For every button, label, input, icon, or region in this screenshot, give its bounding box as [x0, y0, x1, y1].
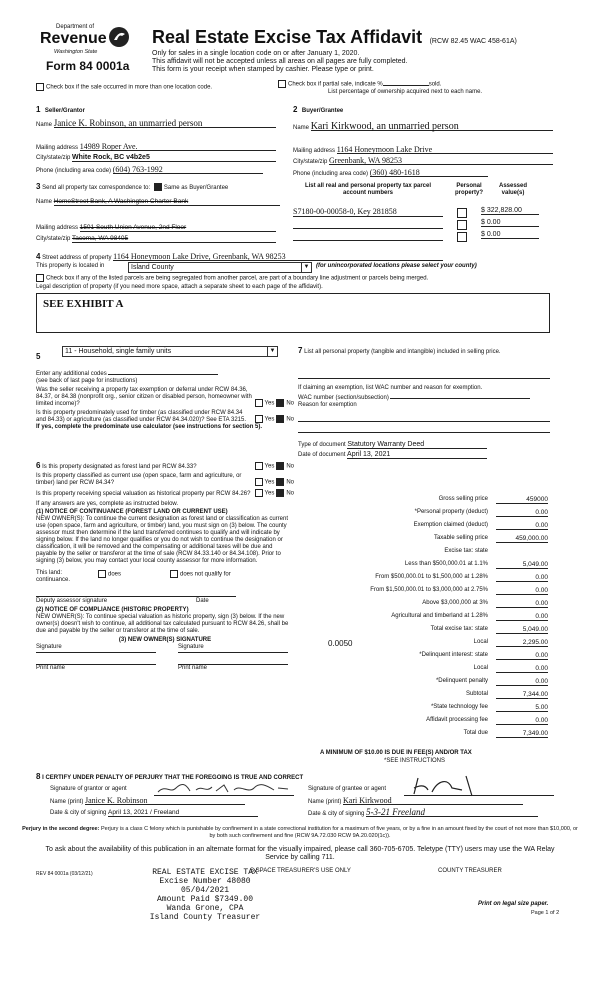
- personal-property-line[interactable]: [298, 378, 550, 379]
- continuance-text: NEW OWNER(S): To continue the current designation as forest land or classification as current use (open space, farm and agriculture, or timber) land, you must sign on (3) below. The county assessor must then determine if the land transferred continues to qualify and will indicate by signing below. If the land no longer qualifies or you do not wish to continue the designation or classification, it will be removed and the compensating or additional taxes will be due and payable by the seller or transferor at the time of sale (RCW 84.33.140 or 84.34.108). Prior to signing (3) below, you may contact your local county assessor for more information.: [36, 516, 288, 564]
- stamp-line: Excise Number 48080: [159, 877, 251, 886]
- tax-row: [298, 730, 548, 741]
- section-4-number: 4: [36, 252, 41, 261]
- seller-mail-label: Mailing address: [36, 145, 79, 151]
- does-not-checkbox[interactable]: [170, 570, 178, 578]
- yes-checkbox[interactable]: [255, 489, 263, 497]
- tax-row-value[interactable]: 0.00: [496, 652, 548, 660]
- treasurer-use: S SPACE TREASURER'S USE ONLY: [250, 868, 351, 874]
- tax-row: [298, 691, 548, 704]
- grantor-name-field[interactable]: Janice K. Robinson: [85, 797, 245, 805]
- certify-text: I CERTIFY UNDER PENALTY OF PERJURY THAT THE FOREGOING IS TRUE AND CORRECT: [42, 775, 304, 781]
- county-treasurer: COUNTY TREASURER: [438, 868, 502, 874]
- tax-row-label: Total excise tax: state: [430, 626, 488, 632]
- wac-field[interactable]: [390, 392, 530, 399]
- dept-name: Revenue: [40, 30, 107, 47]
- tax-row: [298, 652, 548, 665]
- print-legal-note: Print on legal size paper.: [478, 901, 549, 907]
- stamp-line: REAL ESTATE EXCISE TAX: [152, 868, 258, 877]
- parcel-row: [293, 231, 565, 242]
- stamp-line: 05/04/2021: [180, 886, 229, 895]
- personal-property-text: List all personal property (tangible and intangible) included in selling price.: [304, 349, 501, 355]
- same-as-buyer-checkbox[interactable]: [154, 183, 162, 191]
- section-3-number: 3: [36, 182, 41, 191]
- land-use-value: 11 - Household, single family units: [65, 348, 172, 355]
- checkbox[interactable]: [36, 83, 44, 91]
- tax-row-value[interactable]: 5,049.00: [496, 561, 548, 569]
- tax-row: [298, 535, 548, 548]
- tax-row: [298, 509, 548, 522]
- owner-signature-line-2[interactable]: [178, 652, 288, 653]
- checkbox[interactable]: [36, 274, 44, 282]
- does-checkbox[interactable]: [98, 570, 106, 578]
- street-field[interactable]: 1164 Honeymoon Lake Drive, Greenbank, WA 98253: [113, 253, 443, 261]
- tax-corr-mail-label: Mailing address: [36, 225, 79, 231]
- buyer-city-label: City/state/zip: [293, 159, 328, 165]
- section-7: [298, 346, 566, 459]
- form-number: Form 84 0001a: [46, 59, 130, 73]
- tax-row: [298, 639, 548, 652]
- section-7-number: 7: [298, 346, 303, 355]
- no-label: No: [286, 480, 294, 486]
- section-2-title: Buyer/Grantee: [301, 108, 344, 114]
- tax-row-label: From $500,000.01 to $1,500,000 at 1.28%: [375, 574, 488, 580]
- q-timber: Is this property predominately used for timber (as classified under RCW 84.34 and 84.33) or agriculture (as classified under RCW 84.34.020)? See ETA 3215.: [36, 410, 247, 423]
- yes-label: Yes: [264, 491, 275, 497]
- tax-row-value[interactable]: 5,049.00: [496, 626, 548, 634]
- tax-row: [298, 704, 548, 717]
- tax-row-label: *Delinquent interest: state: [419, 652, 488, 658]
- add-codes-note: (see back of last page for instructions): [36, 378, 138, 384]
- seller-phone-label: Phone (including area code): [36, 168, 112, 174]
- doc-type-field[interactable]: Statutory Warranty Deed: [347, 441, 487, 449]
- tax-row: [298, 548, 548, 561]
- deputy-sig-label: Deputy assessor signature: [36, 598, 108, 604]
- section-1-title: Seller/Grantor: [44, 108, 85, 114]
- buyer-mail-label: Mailing address: [293, 148, 336, 154]
- page-title: Real Estate Excise Tax Affidavit: [152, 27, 423, 47]
- yes-label: Yes: [264, 464, 275, 470]
- no-checkbox[interactable]: [276, 415, 284, 423]
- print-name-label: Print name: [178, 665, 208, 671]
- reason-line-2[interactable]: [298, 432, 550, 433]
- tax-row-label: Less than $500,000.01 at 1.1%: [404, 561, 488, 567]
- no-checkbox[interactable]: [276, 478, 284, 486]
- seller-city-field[interactable]: White Rock, BC v4b2e5: [72, 154, 276, 162]
- no-label: No: [286, 491, 294, 497]
- partial-sale-check[interactable]: [278, 80, 441, 89]
- segregated-check[interactable]: [36, 274, 566, 283]
- wac-label: WAC number (section/subsection): [298, 395, 389, 401]
- section-2: [293, 99, 565, 178]
- tax-row-value[interactable]: 0.00: [496, 665, 548, 673]
- doc-date-label: Date of document: [298, 452, 346, 458]
- does-not-label: does not qualify for: [180, 571, 231, 578]
- tax-row-value[interactable]: 0.00: [496, 574, 548, 582]
- no-checkbox[interactable]: [276, 489, 284, 497]
- legal-description-box[interactable]: [36, 293, 550, 333]
- stamp-line: Amount Paid $7349.00: [156, 895, 253, 904]
- tax-row-value[interactable]: 459000: [496, 496, 548, 504]
- dor-logo: [38, 24, 130, 72]
- perjury-text: Perjury is a class C felony which is punishable by confinement in a state correctional institution for a maximum of five years, or by a fine in an amount fixed by the court of not more than $10,000, or by both such confinement and fine (RCW 9A.72.030 RCW 9A.20.020(1c)).: [100, 826, 578, 839]
- signature-label: Signature: [36, 644, 62, 650]
- segregated-label: Check box if any of the listed parcels are being segregated from another parcel, are part of a boundary line adjustment or parcels being merged.: [46, 275, 429, 282]
- tax-row-label: *Personal property (deduct): [414, 509, 488, 515]
- tax-row: [298, 678, 548, 691]
- chevron-down-icon[interactable]: ▼: [301, 263, 311, 272]
- multi-location-label: Check box if the sale occurred in more than one location code.: [46, 84, 213, 91]
- tax-row-value[interactable]: 0.00: [496, 678, 548, 686]
- tax-row-label: Above $3,000,000 at 3%: [422, 600, 488, 606]
- legal-label: Legal description of property (if you need more space, attach a separate sheet to each page of the affidavit).: [36, 283, 323, 290]
- continuance-title: (1) NOTICE OF CONTINUANCE (FOREST LAND OR CURRENT USE): [36, 509, 228, 515]
- section-5-number: 5: [36, 352, 41, 361]
- section-2-number: 2: [293, 105, 298, 114]
- tax-row: [298, 665, 548, 678]
- cashier-stamp: [130, 868, 280, 922]
- county-note: (for unincorporated locations please select your county): [316, 263, 477, 269]
- parcel-number[interactable]: [293, 231, 443, 241]
- yes-checkbox[interactable]: [255, 415, 263, 423]
- tax-row-label: Exemption claimed (deduct): [413, 522, 488, 528]
- deputy-date-label: Date: [196, 598, 209, 604]
- partial-sale-label: Check box if partial sale, indicate %: [288, 81, 383, 88]
- parcel-row: [293, 207, 565, 218]
- buyer-phone-label: Phone (including area code): [293, 171, 369, 177]
- yes-checkbox[interactable]: [255, 478, 263, 486]
- title-block: [152, 27, 572, 74]
- seller-name-label: Name: [36, 122, 53, 128]
- owner-sig-title: (3) NEW OWNER(S) SIGNATURE: [118, 637, 212, 643]
- tax-row-value[interactable]: 0.00: [496, 613, 548, 621]
- tax-corr-city-field[interactable]: Tacoma, WA 98405: [72, 235, 276, 243]
- yes-checkbox[interactable]: [255, 462, 263, 470]
- parcel-row: [293, 219, 565, 230]
- name-print-label: Name (print): [308, 799, 342, 805]
- buyer-city-field[interactable]: Greenbank, WA 98253: [329, 157, 553, 165]
- add-codes-label: Enter any additional codes: [36, 371, 107, 377]
- parcel-number[interactable]: S7180-00-00058-0, Key 281858: [293, 207, 443, 217]
- historic-title: (2) NOTICE OF COMPLIANCE (HISTORIC PROPERTY): [36, 607, 189, 613]
- street-label: Street address of property: [42, 255, 112, 261]
- print-name-label: Print name: [36, 665, 66, 671]
- section-8: [36, 772, 566, 822]
- assessed-value[interactable]: $ 0.00: [481, 219, 539, 227]
- section-3-title: Send all property tax correspondence to:: [42, 185, 151, 191]
- if-yes-note: If any answers are yes, complete as instructed below.: [36, 501, 179, 507]
- tax-row: [298, 600, 548, 613]
- q-timber-note: If yes, complete the predominate use calculator (see instructions for section 5).: [36, 424, 263, 430]
- dept-state: Washington State: [54, 49, 98, 55]
- q-current-use: Is this property classified as current use (open space, farm and agriculture, or timber) land per RCW 84.34?: [36, 473, 242, 486]
- section-1-number: 1: [36, 105, 41, 114]
- dept-line1: Department of: [56, 24, 95, 30]
- buyer-name-label: Name: [293, 125, 310, 131]
- parcel-col-personal: Personal property?: [454, 183, 483, 196]
- personal-property-checkbox[interactable]: [457, 232, 467, 242]
- no-label: No: [286, 464, 294, 470]
- tax-row: [298, 574, 548, 587]
- grantor-signature-line: [154, 795, 294, 796]
- tax-row-value[interactable]: 459,000.00: [496, 535, 548, 543]
- local-rate: 0.0050: [328, 639, 353, 648]
- minimum-note: A MINIMUM OF $10.00 IS DUE IN FEE(S) AND/OR TAX: [320, 750, 472, 756]
- section-5: [36, 346, 294, 431]
- title-ref: (RCW 82.45 WAC 458-61A): [429, 38, 517, 45]
- q-forest: Is this property designated as forest land per RCW 84.33?: [42, 464, 197, 470]
- county-value: Island County: [131, 264, 174, 271]
- rev-number: REV 84 0001a (03/12/21): [36, 871, 93, 877]
- tax-row-value[interactable]: 2,295.00: [496, 639, 548, 647]
- header-note1: Only for sales in a single location code on or after January 1, 2020.: [152, 50, 360, 57]
- parcel-number[interactable]: [293, 219, 443, 229]
- tax-row-label: Agricultural and timberland at 1.28%: [391, 613, 488, 619]
- see-instructions: *SEE INSTRUCTIONS: [384, 758, 446, 764]
- stamp-line: Wanda Grone, CPA: [166, 904, 244, 913]
- same-as-buyer-label: Same as Buyer/Grantee: [163, 185, 229, 191]
- section-8-number: 8: [36, 772, 41, 781]
- seller-city-label: City/state/zip: [36, 155, 71, 161]
- name-print-label: Name (print): [50, 799, 84, 805]
- tax-row: [298, 587, 548, 600]
- no-checkbox[interactable]: [276, 399, 284, 407]
- checkbox[interactable]: [278, 80, 286, 88]
- perjury-bold: Perjury in the second degree:: [22, 826, 100, 832]
- doc-type-label: Type of document: [298, 442, 346, 448]
- buyer-phone-field[interactable]: (360) 480-1618: [370, 169, 488, 177]
- tax-calculation: [298, 496, 548, 741]
- no-checkbox[interactable]: [276, 462, 284, 470]
- parcel-col-assessed: Assessed value(s): [498, 183, 528, 196]
- section-4: [36, 252, 566, 333]
- tax-corr-name-label: Name: [36, 199, 53, 205]
- perjury-note: [22, 826, 578, 839]
- tax-corr-mail-field[interactable]: 1501 South Union Avenue, 2nd Floor: [80, 224, 276, 232]
- yes-label: Yes: [264, 417, 275, 423]
- continuance-label: continuance.: [36, 577, 71, 583]
- tax-row-value[interactable]: 0.00: [496, 522, 548, 530]
- tax-row: [298, 522, 548, 535]
- tax-row-label: Total due: [463, 730, 488, 736]
- tax-row-label: *Delinquent penalty: [435, 678, 488, 684]
- tax-row-label: Affidavit processing fee: [426, 717, 488, 723]
- historic-text: NEW OWNER(S): To continue special valuation as historic property, sign (3) below. If the new owner(s) doesn't wish to continue, all additional tax calculated pursuant to RCW 84.26, shall be due and payable by the seller or transferor at the time of sale.: [36, 614, 289, 634]
- yes-label: Yes: [264, 401, 275, 407]
- yes-label: Yes: [264, 480, 275, 486]
- tax-row-value[interactable]: 7,344.00: [496, 691, 548, 699]
- tax-row-value[interactable]: 0.00: [496, 600, 548, 608]
- land-use-select[interactable]: [62, 346, 278, 357]
- tax-row-label: From $1,500,000.01 to $3,000,000 at 2.75%: [370, 587, 488, 593]
- no-label: No: [286, 401, 294, 407]
- tax-row-value[interactable]: 0.00: [496, 717, 548, 725]
- personal-property-checkbox[interactable]: [457, 208, 467, 218]
- grantee-date-field[interactable]: 5-3-21 Freeland: [366, 809, 538, 817]
- header-note3: This form is your receipt when stamped by cashier. Please type or print.: [152, 66, 374, 73]
- assessed-value[interactable]: $ 322,828.00: [481, 207, 539, 215]
- section-1: [36, 99, 288, 175]
- tax-row: [298, 496, 548, 509]
- exempt-text: If claiming an exemption, list WAC number and reason for exemption.: [298, 385, 483, 391]
- signature-label: Signature: [178, 644, 204, 650]
- legal-description: SEE EXHIBIT A: [43, 297, 124, 310]
- tax-row-value[interactable]: 5.00: [496, 704, 548, 712]
- tax-row: [298, 626, 548, 639]
- q-historic: Is this property receiving special valuation as historical property per RCW 84.26?: [36, 491, 251, 497]
- reason-line-1[interactable]: [298, 421, 550, 422]
- tax-row-label: Taxable selling price: [433, 535, 488, 541]
- tax-row-label: *State technology fee: [430, 704, 488, 710]
- section-6: [36, 461, 294, 674]
- grantee-name-field[interactable]: Kari Kirkwood: [343, 797, 523, 805]
- personal-property-checkbox[interactable]: [457, 220, 467, 230]
- date-city-label: Date & city of signing: [50, 810, 107, 816]
- tax-row-label: Local: [473, 639, 488, 645]
- tax-row-value[interactable]: 0.00: [496, 587, 548, 595]
- grantee-signature-line: [404, 795, 554, 796]
- doc-date-field[interactable]: April 13, 2021: [347, 451, 487, 459]
- page-number: Page 1 of 2: [531, 910, 560, 916]
- owner-signature-line-1[interactable]: [36, 652, 156, 653]
- tax-row-value[interactable]: 0.00: [496, 509, 548, 517]
- buyer-mail-field[interactable]: 1164 Honeymoon Lake Drive: [337, 146, 553, 154]
- tax-row-label: Gross selling price: [438, 496, 488, 502]
- multi-location-check[interactable]: [36, 83, 212, 92]
- date-city-label: Date & city of signing: [308, 811, 365, 817]
- located-label: This property is located in: [36, 263, 105, 269]
- tax-corr-name-field[interactable]: HomeStreet Bank, A Washington Charter Bank: [54, 198, 280, 206]
- revenue-logo-icon: [108, 26, 130, 48]
- chevron-down-icon[interactable]: ▼: [267, 347, 277, 356]
- seller-phone-field[interactable]: (604) 763-1992: [113, 166, 263, 174]
- tax-row-value[interactable]: 7,349.00: [496, 730, 548, 738]
- section-6-number: 6: [36, 461, 41, 470]
- sig-grantee-label: Signature of grantee or agent: [308, 786, 387, 792]
- parcel-col-numbers: List all real and personal property tax parcel account numbers: [304, 183, 432, 196]
- assessed-value[interactable]: $ 0.00: [481, 231, 539, 239]
- partial-sold-label: sold.: [428, 81, 442, 88]
- tax-corr-city-label: City/state/zip: [36, 236, 71, 242]
- alt-format-note: To ask about the availability of this publication in an alternate format for the visually impaired, please call 360-705-6705. Teletype (TTY) users may use the WA Relay Service by calling 711.: [45, 846, 555, 861]
- stamp-line: Island County Treasurer: [149, 913, 261, 922]
- this-land-label: This land:: [36, 570, 63, 576]
- add-codes-field[interactable]: [108, 368, 218, 375]
- buyer-name-field[interactable]: Kari Kirkwood, an unmarried person: [311, 123, 553, 131]
- tax-row-label: Local: [473, 665, 488, 671]
- grantor-date-field[interactable]: April 13, 2021 / Freeland: [108, 809, 258, 817]
- seller-mail-field[interactable]: 14989 Roper Ave.: [80, 143, 276, 151]
- tax-row-label: Excise tax: state: [444, 548, 488, 554]
- grantor-signature[interactable]: [156, 782, 296, 796]
- seller-name-field[interactable]: Janice K. Robinson, an unmarried person: [54, 120, 276, 128]
- yes-checkbox[interactable]: [255, 399, 263, 407]
- does-label: does: [108, 571, 122, 578]
- tax-row: [298, 613, 548, 626]
- section-3: [36, 182, 288, 243]
- sig-grantor-label: Signature of grantor or agent: [50, 786, 127, 792]
- tax-row: [298, 717, 548, 730]
- header-note2: This affidavit will not be accepted unless all areas on all pages are fully completed.: [152, 58, 408, 65]
- q-exemption: Was the seller receiving a property tax exemption or deferral under RCW 84.36, 84.37, or 84.38 (nonprofit org., senior citizen or disabled person, homeowner with limited income)?: [36, 387, 252, 407]
- tax-row-label: Subtotal: [465, 691, 488, 697]
- county-select[interactable]: [128, 262, 312, 273]
- reason-label: Reason for exemption: [298, 402, 357, 408]
- partial-list-label: List percentage of ownership acquired next to each name.: [328, 89, 483, 95]
- no-label: No: [286, 417, 294, 423]
- tax-row: [298, 561, 548, 574]
